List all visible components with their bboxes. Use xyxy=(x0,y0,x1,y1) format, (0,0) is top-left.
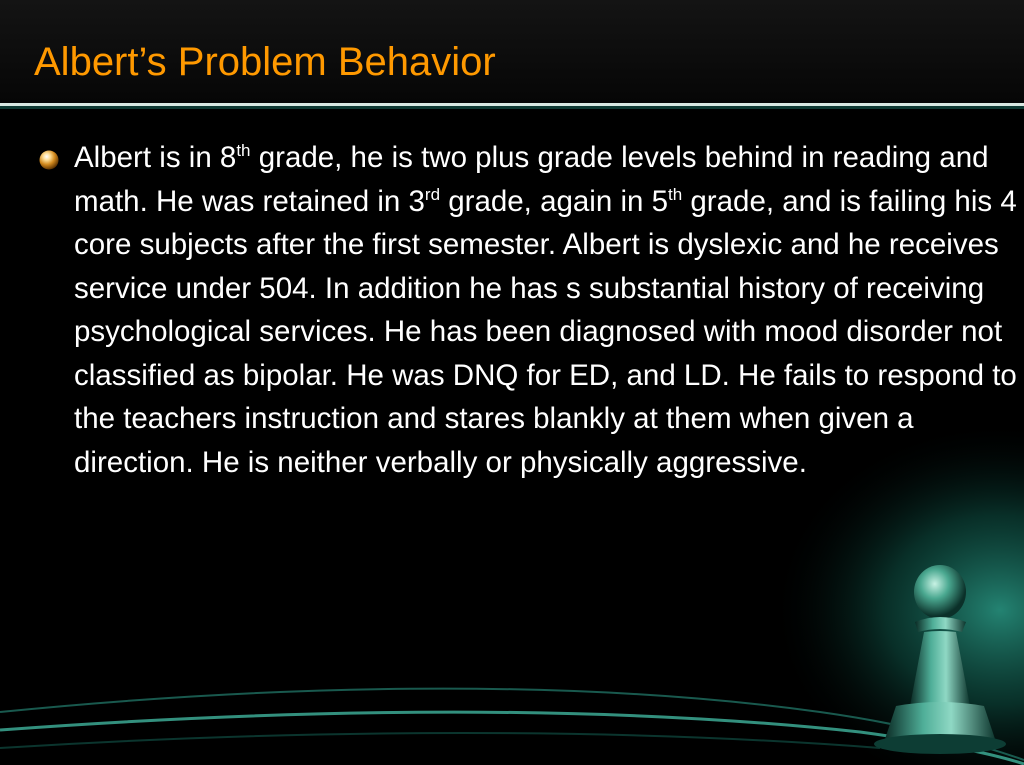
slide-content xyxy=(38,136,1018,484)
body-segment-3: grade, again in 5 xyxy=(440,184,669,218)
bullet-text xyxy=(74,136,1018,484)
body-segment-2: grade, he is two plus grade levels behind in reading and math. He was retained in 3 xyxy=(74,141,989,218)
orange-orb-bullet-icon xyxy=(38,149,60,171)
bullet-item xyxy=(38,136,1018,484)
slide-title: Albert’s Problem Behavior xyxy=(34,40,496,84)
superscript-1: th xyxy=(236,141,251,161)
body-segment-1: Albert is in 8 xyxy=(74,141,237,174)
body-segment-4: grade, and is failing his 4 core subjects after the first semester. Albert is dyslexic and he receives service under 504. In addition he has s substantial history of receiving psychological services. He has been diagnosed with mood disorder not classified as bipolar. He was DNQ for ED, and LD. He fails to respond to the teachers instruction and stares blankly at them when given a direction. He is neither verbally or physically aggressive. xyxy=(74,184,1017,479)
superscript-2: rd xyxy=(424,184,441,204)
title-bar xyxy=(0,0,1024,106)
superscript-3: th xyxy=(668,184,683,204)
